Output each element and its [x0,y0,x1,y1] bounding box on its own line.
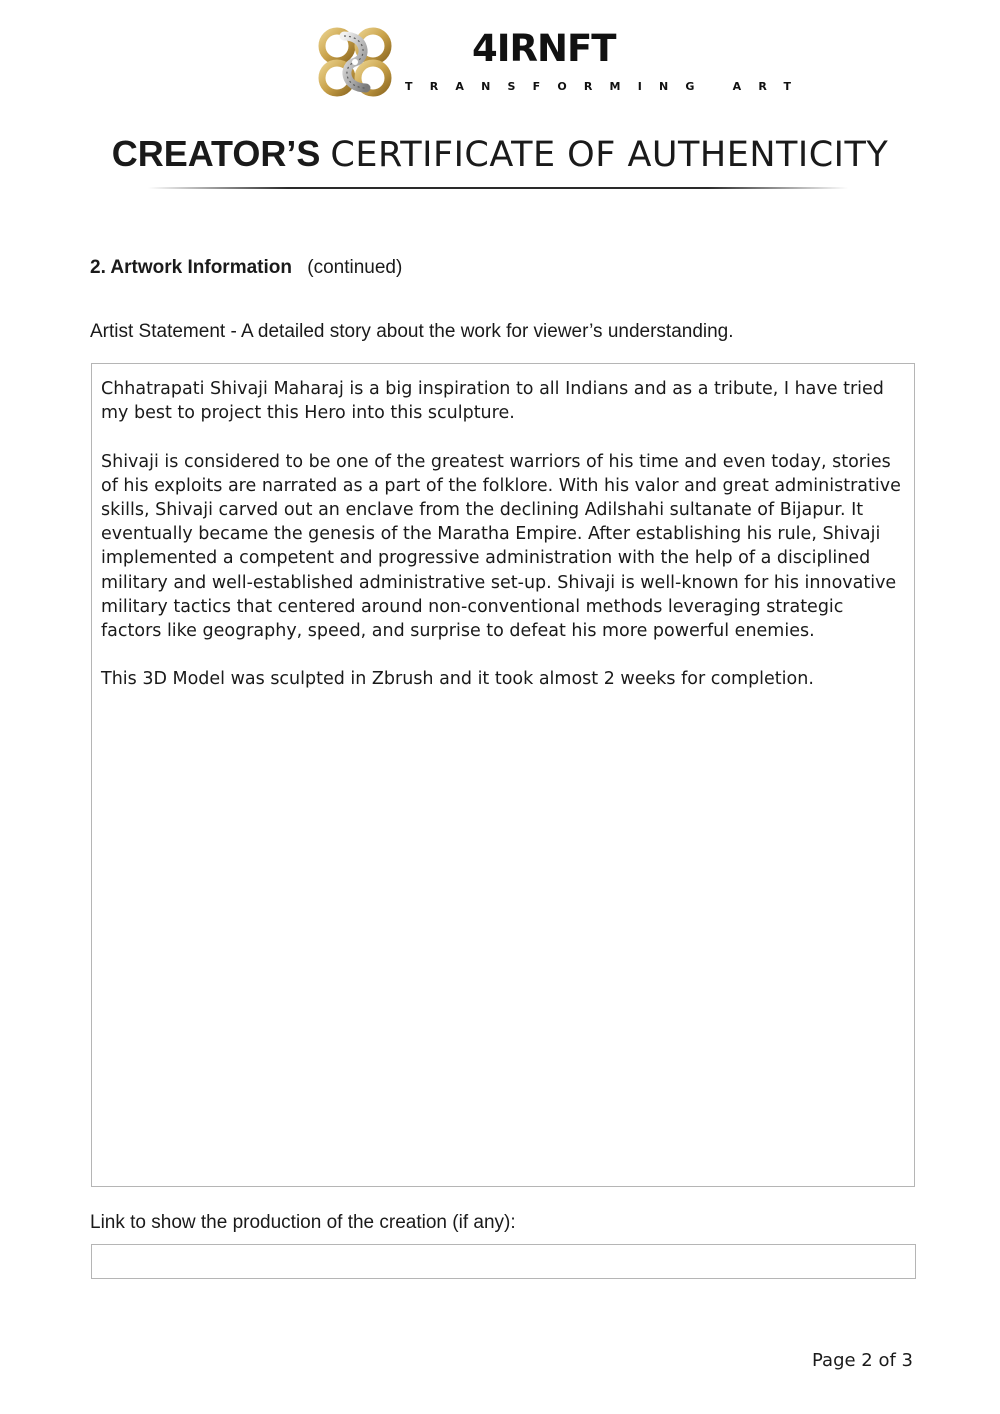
section-heading-note: (continued) [307,257,403,278]
infinity-knot-logo-icon [316,22,394,102]
title-divider [148,187,848,189]
brand-tagline: TRANSFORMING ART [405,80,809,93]
header [0,22,1000,104]
production-link-field[interactable] [91,1244,916,1279]
page-number: Page 2 of 3 [812,1350,913,1371]
artist-statement-field[interactable] [91,363,915,1187]
statement-paragraph-1: Chhatrapati Shivaji Maharaj is a big inspiration to all Indians and as a tribute, I have tried my best to project this Hero into this sculpture. [101,379,884,424]
statement-paragraph-3: This 3D Model was sculpted in Zbrush and it took almost 2 weeks for completion. [101,669,814,690]
certificate-title-light: CERTIFICATE OF AUTHENTICITY [330,135,889,175]
certificate-title [0,133,1000,175]
statement-paragraph-2: Shivaji is considered to be one of the greatest warriors of his time and even today, stories of his exploits are narrated as a part of the folklore. With his valor and great administrative skills, Shivaji carved out an enclave from the declining Adilshahi sultanate of Bijapur. It eventually became the genesis of the Maratha Empire. After establishing his rule, Shivaji implemented a competent and progressive administration with the help of a disciplined military and well-established administrative set-up. Shivaji is well-known for his innovative military tactics that centered around non-conventional methods leveraging strategic factors like geography, speed, and surprise to defeat his more powerful enemies. [101,451,901,642]
artist-statement-label: Artist Statement - A detailed story about the work for viewer’s understanding. [90,321,734,342]
production-link-label: Link to show the production of the creation (if any): [90,1212,516,1233]
section-heading-title: 2. Artwork Information [90,257,292,278]
certificate-title-strong: CREATOR’S [111,133,321,174]
brand-name: 4IRNFT [472,27,616,70]
section-heading [90,257,402,280]
